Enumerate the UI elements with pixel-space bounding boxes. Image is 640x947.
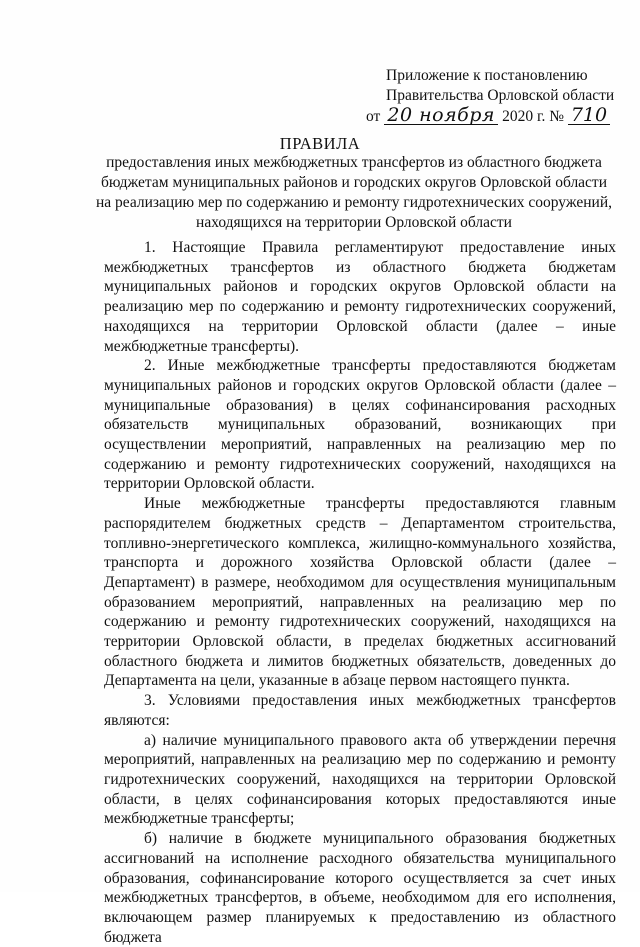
appendix-year-text: 2020 г. № <box>502 108 565 125</box>
appendix-date-line <box>366 106 616 127</box>
paragraph-2: 2. Иные межбюджетные трансферты предоставляются бюджетам муниципальных районов и городских округов Орловской области (далее – муниципальные образования) в целях софинансирования расходных обязательств муниципальных образований, возникающих при осуществлении мероприятий, направленных на реализацию мер по содержанию и ремонту гидротехнических сооружений, находящихся на территории Орловской области. <box>104 357 616 493</box>
appendix-from-word: от <box>366 108 381 125</box>
subtitle-line-3: на реализацию мер по содержанию и ремонту гидротехнических сооружений, <box>95 194 612 211</box>
appendix-line-1: Приложение к постановлению <box>386 67 588 84</box>
document-subtitle <box>92 153 616 233</box>
paragraph-3: Иные межбюджетные трансферты предоставляются главным распорядителем бюджетных средств – Департаментом строительства, топливно-энергетического комплекса, жилищно-коммунального хозяйства, транспорта и дорожного хозяйства Орловской области (далее – Департамент) в размере, необходимом для осуществления муниципальным образованием мероприятий, направленных на реализацию мер по содержанию и ремонту гидротехнических сооружений, находящихся на территории Орловской области, в пределах бюджетных ассигнований областного бюджета и лимитов бюджетных обязательств, доведенных до Департамента на цели, указанные в абзаце первом настоящего пункта. <box>104 495 616 690</box>
paragraph-4: 3. Условиями предоставления иных межбюджетных трансфертов являются: <box>104 692 616 729</box>
subtitle-line-1: предоставления иных межбюджетных трансфертов из областного бюджета <box>106 154 602 171</box>
appendix-line-2: Правительства Орловской области <box>386 87 615 104</box>
subtitle-line-4: находящихся на территории Орловской области <box>196 214 512 231</box>
handwritten-number: 710 <box>568 106 610 125</box>
appendix-header <box>366 66 616 127</box>
handwritten-date: 20 ноября <box>384 106 498 125</box>
subtitle-line-2: бюджетам муниципальных районов и городских округов Орловской области <box>100 174 608 191</box>
document-title: ПРАВИЛА <box>279 134 361 153</box>
paragraph-1: 1. Настоящие Правила регламентируют предоставление иных межбюджетных трансфертов из областного бюджета бюджетам муниципальных районов и городских округов Орловской области на реализацию мер по содержанию и ремонту гидротехнических сооружений, находящихся на территории Орловской области (далее – иные межбюджетные трансферты). <box>104 239 616 355</box>
paragraph-5: а) наличие муниципального правового акта об утверждении перечня мероприятий, направленных на реализацию мер по содержанию и ремонту гидротехнических сооружений, находящихся на территории Орловской области, в целях софинансирования которых предоставляются иные межбюджетные трансферты; <box>104 731 616 828</box>
paragraph-6: б) наличие в бюджете муниципального образования бюджетных ассигнований на исполнение расходного обязательства муниципального образования, софинансирование которого осуществляется за счет иных межбюджетных трансфертов, в объеме, необходимом для его исполнения, включающем размер планируемых к предоставлению из областного бюджета <box>104 830 616 946</box>
document-body <box>104 238 616 947</box>
